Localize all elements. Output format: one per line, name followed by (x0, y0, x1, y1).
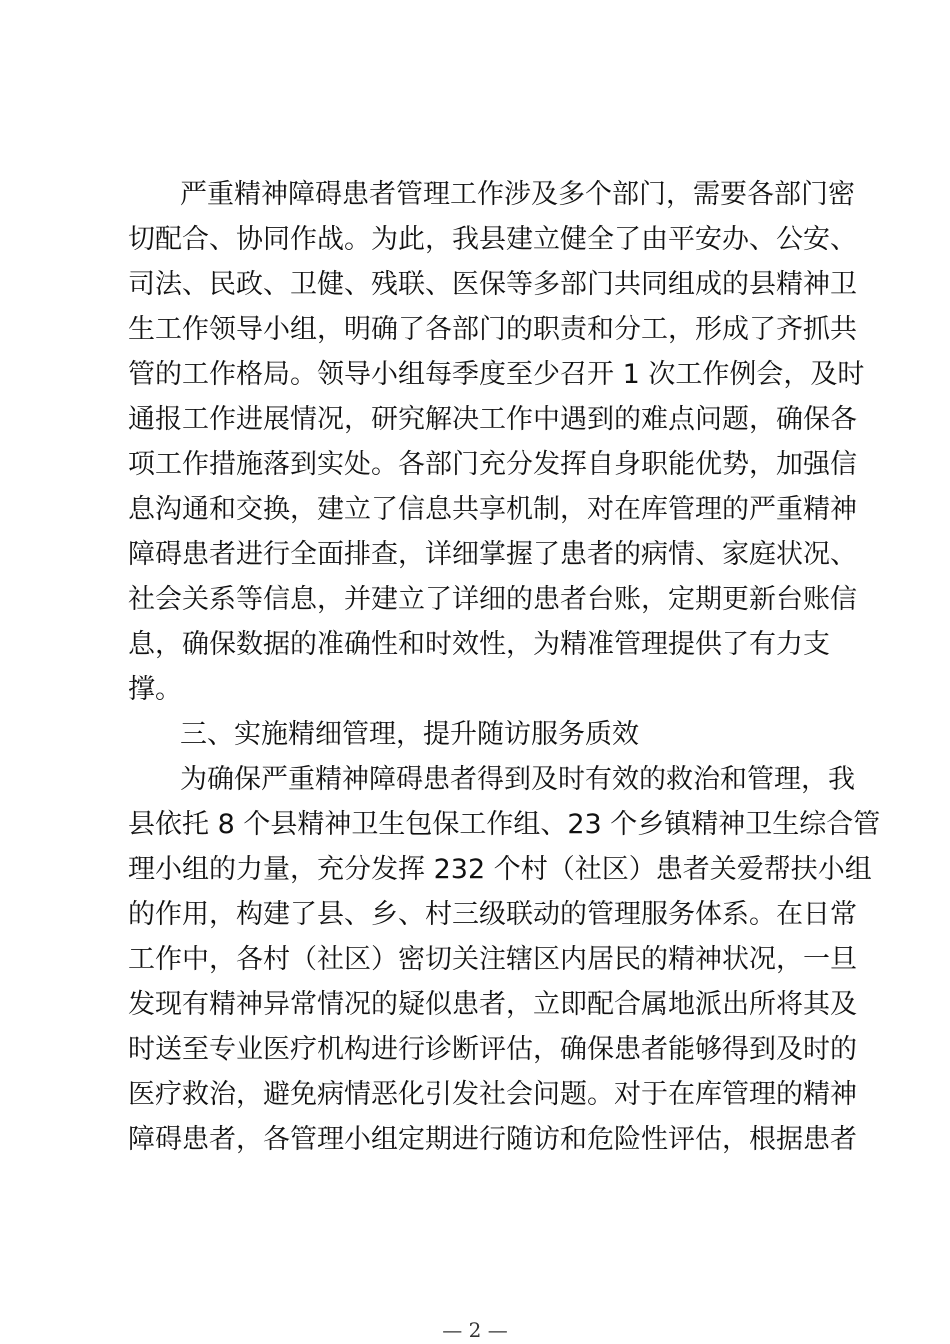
paragraph-2-line-2: 县依托 8 个县精神卫生包保工作组、23 个乡镇精神卫生综合管 (128, 809, 881, 840)
paragraph-2-line-4: 的作用，构建了县、乡、村三级联动的管理服务体系。在日常 (128, 899, 857, 930)
paragraph-2-line-1: 为确保严重精神障碍患者得到及时有效的救治和管理，我 (180, 764, 855, 795)
paragraph-1-line-1: 严重精神障碍患者管理工作涉及多个部门，需要各部门密 (180, 179, 855, 210)
paragraph-1-line-2: 切配合、协同作战。为此，我县建立健全了由平安办、公安、 (128, 224, 857, 255)
paragraph-1-line-4: 生工作领导小组，明确了各部门的职责和分工，形成了齐抓共 (128, 314, 857, 345)
section-heading: 三、实施精细管理，提升随访服务质效 (180, 719, 639, 750)
paragraph-2-line-8: 医疗救治，避免病情恶化引发社会问题。对于在库管理的精神 (128, 1079, 857, 1110)
paragraph-2-line-6: 发现有精神异常情况的疑似患者，立即配合属地派出所将其及 (128, 989, 857, 1020)
paragraph-1-line-9: 障碍患者进行全面排查，详细掌握了患者的病情、家庭状况、 (128, 539, 857, 570)
paragraph-1-line-3: 司法、民政、卫健、残联、医保等多部门共同组成的县精神卫 (128, 269, 857, 300)
paragraph-1-line-12: 撑。 (128, 674, 182, 705)
paragraph-2-line-3: 理小组的力量，充分发挥 232 个村（社区）患者关爱帮扶小组 (128, 854, 872, 885)
paragraph-2-line-9: 障碍患者，各管理小组定期进行随访和危险性评估，根据患者 (128, 1124, 857, 1155)
paragraph-1-line-11: 息，确保数据的准确性和时效性，为精准管理提供了有力支 (128, 629, 830, 660)
paragraph-1-line-6: 通报工作进展情况，研究解决工作中遇到的难点问题，确保各 (128, 404, 857, 435)
page-number: — 2 — (442, 1318, 508, 1342)
paragraph-2-line-7: 时送至专业医疗机构进行诊断评估，确保患者能够得到及时的 (128, 1034, 857, 1065)
paragraph-2-line-5: 工作中，各村（社区）密切关注辖区内居民的精神状况，一旦 (128, 944, 857, 975)
paragraph-1-line-7: 项工作措施落到实处。各部门充分发挥自身职能优势，加强信 (128, 449, 857, 480)
paragraph-1-line-8: 息沟通和交换，建立了信息共享机制，对在库管理的严重精神 (128, 494, 857, 525)
paragraph-1-line-5: 管的工作格局。领导小组每季度至少召开 1 次工作例会，及时 (128, 359, 865, 390)
paragraph-1-line-10: 社会关系等信息，并建立了详细的患者台账，定期更新台账信 (128, 584, 857, 615)
